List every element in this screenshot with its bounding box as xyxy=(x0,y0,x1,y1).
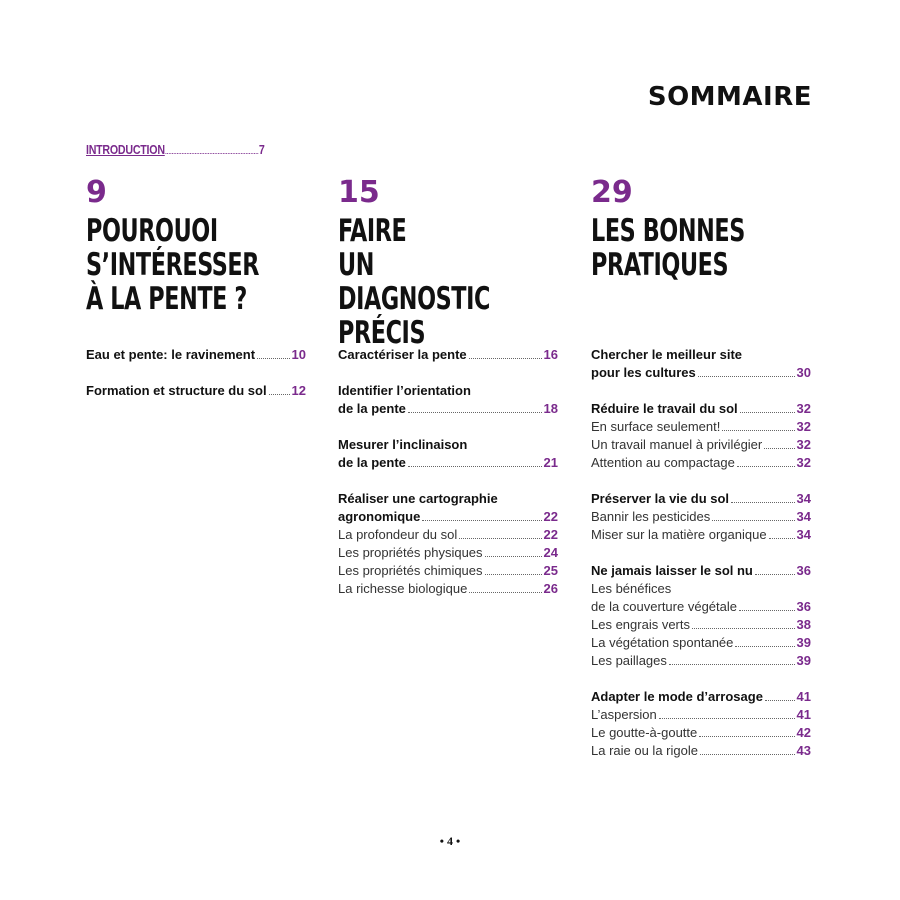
toc-entry-text: Adapter le mode d’arrosage xyxy=(591,689,763,704)
toc-entry-text: Eau et pente: le ravinement xyxy=(86,347,256,362)
toc-page-number: 16 xyxy=(543,347,558,362)
toc-page-number: 41 xyxy=(796,689,811,704)
dot-leader xyxy=(659,718,795,719)
toc-entry-group xyxy=(86,346,306,364)
toc-subentry[interactable] xyxy=(591,652,811,670)
dot-leader xyxy=(485,556,542,557)
toc-entry[interactable] xyxy=(591,688,811,706)
toc-entry[interactable] xyxy=(591,562,811,580)
toc-page-number: 38 xyxy=(796,617,811,632)
dot-leader xyxy=(459,538,541,539)
toc-entry-group xyxy=(591,346,811,382)
toc-page-number: 26 xyxy=(543,581,558,596)
section-number: 9 xyxy=(86,175,107,210)
toc-entry-text: Les propriétés physiques xyxy=(338,545,483,560)
toc-page-number: 32 xyxy=(796,419,811,434)
toc-entry[interactable] xyxy=(591,490,811,508)
page-number: • 4 • xyxy=(439,834,461,848)
toc-page-number: 30 xyxy=(796,365,811,380)
toc-page-number: 36 xyxy=(796,599,811,614)
toc-page-number: 43 xyxy=(796,743,811,758)
section-title: POUROUOI S’INTÉRESSER À LA PENTE ? xyxy=(86,213,260,317)
toc-page-number: 24 xyxy=(543,545,558,560)
intro-page: 7 xyxy=(258,142,265,157)
toc-entry-group xyxy=(338,490,558,598)
section-entries-2 xyxy=(338,346,558,616)
toc-subentry[interactable] xyxy=(591,508,811,526)
toc-page-number: 41 xyxy=(796,707,811,722)
intro-entry[interactable] xyxy=(86,142,265,157)
toc-page-number: 21 xyxy=(543,455,558,470)
toc-page-number: 34 xyxy=(796,527,811,542)
toc-entry-text: L’aspersion xyxy=(591,707,657,722)
toc-entry-text: Bannir les pesticides xyxy=(591,509,711,524)
section-number: 15 xyxy=(338,175,380,210)
toc-entry[interactable] xyxy=(591,400,811,418)
toc-entry[interactable] xyxy=(86,382,306,400)
dot-leader xyxy=(485,574,542,575)
dot-leader xyxy=(737,466,795,467)
dot-leader xyxy=(735,646,794,647)
dot-leader xyxy=(469,592,541,593)
toc-entry-text: de la pente xyxy=(338,401,406,416)
toc-entry-text: Réduire le travail du sol xyxy=(591,401,738,416)
toc-page-number: 22 xyxy=(543,527,558,542)
toc-entry-group xyxy=(338,346,558,364)
dot-leader xyxy=(257,358,289,359)
toc-page-number: 39 xyxy=(796,635,811,650)
toc-page-number: 32 xyxy=(796,437,811,452)
dot-leader xyxy=(700,754,795,755)
toc-entry-text: Préserver la vie du sol xyxy=(591,491,730,506)
toc-entry-text: Chercher le meilleur site xyxy=(591,347,743,362)
toc-subentry[interactable] xyxy=(591,526,811,544)
toc-entry-text: La richesse biologique xyxy=(338,581,468,596)
section-number: 29 xyxy=(591,175,633,210)
toc-subentry[interactable] xyxy=(591,616,811,634)
toc-entry-text: Miser sur la matière organique xyxy=(591,527,767,542)
toc-page-number: 34 xyxy=(796,491,811,506)
dot-leader xyxy=(739,610,795,611)
dot-leader xyxy=(769,538,795,539)
toc-subentry[interactable] xyxy=(591,418,811,436)
dot-leader xyxy=(712,520,794,521)
toc-entry-text: Le goutte-à-goutte xyxy=(591,725,698,740)
dot-leader xyxy=(699,736,794,737)
toc-entry[interactable] xyxy=(338,490,558,508)
dot-leader xyxy=(469,358,542,359)
toc-entry-group xyxy=(591,400,811,472)
toc-page-number: 34 xyxy=(796,509,811,524)
toc-entry-text: de la pente xyxy=(338,455,406,470)
toc-subentry[interactable] xyxy=(591,742,811,760)
toc-page-number: 25 xyxy=(543,563,558,578)
toc-entry-text: Identifier l’orientation xyxy=(338,383,471,398)
toc-entry-text: Les paillages xyxy=(591,653,667,668)
toc-entry[interactable] xyxy=(86,346,306,364)
toc-entry[interactable] xyxy=(338,508,558,526)
toc-entry-text: Un travail manuel à privilégier xyxy=(591,437,763,452)
toc-page-number: 18 xyxy=(543,401,558,416)
dot-leader xyxy=(755,574,795,575)
toc-entry-group xyxy=(86,382,306,400)
dot-leader xyxy=(408,412,542,413)
toc-subentry[interactable] xyxy=(591,634,811,652)
section-title: FAIRE UN DIAGNOSTIC PRÉCIS xyxy=(338,213,490,351)
dot-leader xyxy=(698,376,795,377)
section-header-2 xyxy=(338,175,558,351)
section-title: LES BONNES PRATIQUES xyxy=(591,213,745,283)
page-title: SOMMAIRE xyxy=(647,82,812,112)
toc-entry-text: En surface seulement! xyxy=(591,419,721,434)
toc-subentry[interactable] xyxy=(338,544,558,562)
dot-leader xyxy=(422,520,541,521)
dot-leader xyxy=(692,628,795,629)
toc-entry[interactable] xyxy=(591,346,811,364)
toc-subentry[interactable] xyxy=(591,706,811,724)
intro-label: INTRODUCTION xyxy=(86,142,165,157)
toc-subentry[interactable] xyxy=(591,580,811,598)
toc-entry-text: Formation et structure du sol xyxy=(86,383,267,398)
toc-page-number: 12 xyxy=(291,383,306,398)
dot-leader xyxy=(764,448,794,449)
toc-entry-text: La végétation spontanée xyxy=(591,635,734,650)
toc-entry-text: Attention au compactage xyxy=(591,455,735,470)
toc-entry-group xyxy=(591,490,811,544)
toc-entry-group xyxy=(591,688,811,760)
dot-leader xyxy=(669,664,795,665)
toc-entry-text: Mesurer l’inclinaison xyxy=(338,437,468,452)
toc-entry-text: pour les cultures xyxy=(591,365,696,380)
section-entries-1 xyxy=(86,346,306,418)
toc-entry[interactable] xyxy=(591,364,811,382)
toc-entry[interactable] xyxy=(338,382,558,400)
toc-page-number: 39 xyxy=(796,653,811,668)
toc-entry[interactable] xyxy=(338,400,558,418)
toc-page-number: 36 xyxy=(796,563,811,578)
toc-subentry[interactable] xyxy=(338,526,558,544)
dot-leader xyxy=(765,700,795,701)
section-header-1 xyxy=(86,175,306,317)
dot-leader xyxy=(408,466,542,467)
toc-entry-text: Réaliser une cartographie xyxy=(338,491,498,506)
toc-page-number: 10 xyxy=(291,347,306,362)
toc-entry-text: Les bénéfices xyxy=(591,581,672,596)
toc-page-number: 32 xyxy=(796,401,811,416)
toc-entry-text: Les engrais verts xyxy=(591,617,690,632)
toc-entry-text: de la couverture végétale xyxy=(591,599,737,614)
section-header-3 xyxy=(591,175,811,283)
toc-entry-text: Caractériser la pente xyxy=(338,347,467,362)
toc-subentry[interactable] xyxy=(591,724,811,742)
toc-page-number: 22 xyxy=(543,509,558,524)
toc-entry[interactable] xyxy=(338,454,558,472)
dot-leader xyxy=(269,394,290,395)
toc-entry[interactable] xyxy=(338,436,558,454)
dot-leader xyxy=(731,502,795,503)
toc-entry-group xyxy=(338,436,558,472)
toc-subentry[interactable] xyxy=(338,562,558,580)
toc-subentry[interactable] xyxy=(591,598,811,616)
toc-subentry[interactable] xyxy=(591,454,811,472)
section-entries-3 xyxy=(591,346,811,778)
toc-subentry[interactable] xyxy=(591,436,811,454)
dot-leader xyxy=(722,430,794,431)
toc-entry-text: Les propriétés chimiques xyxy=(338,563,483,578)
dot-leader xyxy=(740,412,795,413)
toc-subentry[interactable] xyxy=(338,580,558,598)
toc-entry-text: La raie ou la rigole xyxy=(591,743,698,758)
toc-entry-text: La profondeur du sol xyxy=(338,527,458,542)
toc-entry-group xyxy=(591,562,811,670)
toc-entry-text: agronomique xyxy=(338,509,421,524)
toc-page-number: 42 xyxy=(796,725,811,740)
toc-entry[interactable] xyxy=(338,346,558,364)
toc-page-number: 32 xyxy=(796,455,811,470)
toc-entry-group xyxy=(338,382,558,418)
dot-leader xyxy=(166,153,258,154)
toc-entry-text: Ne jamais laisser le sol nu xyxy=(591,563,753,578)
